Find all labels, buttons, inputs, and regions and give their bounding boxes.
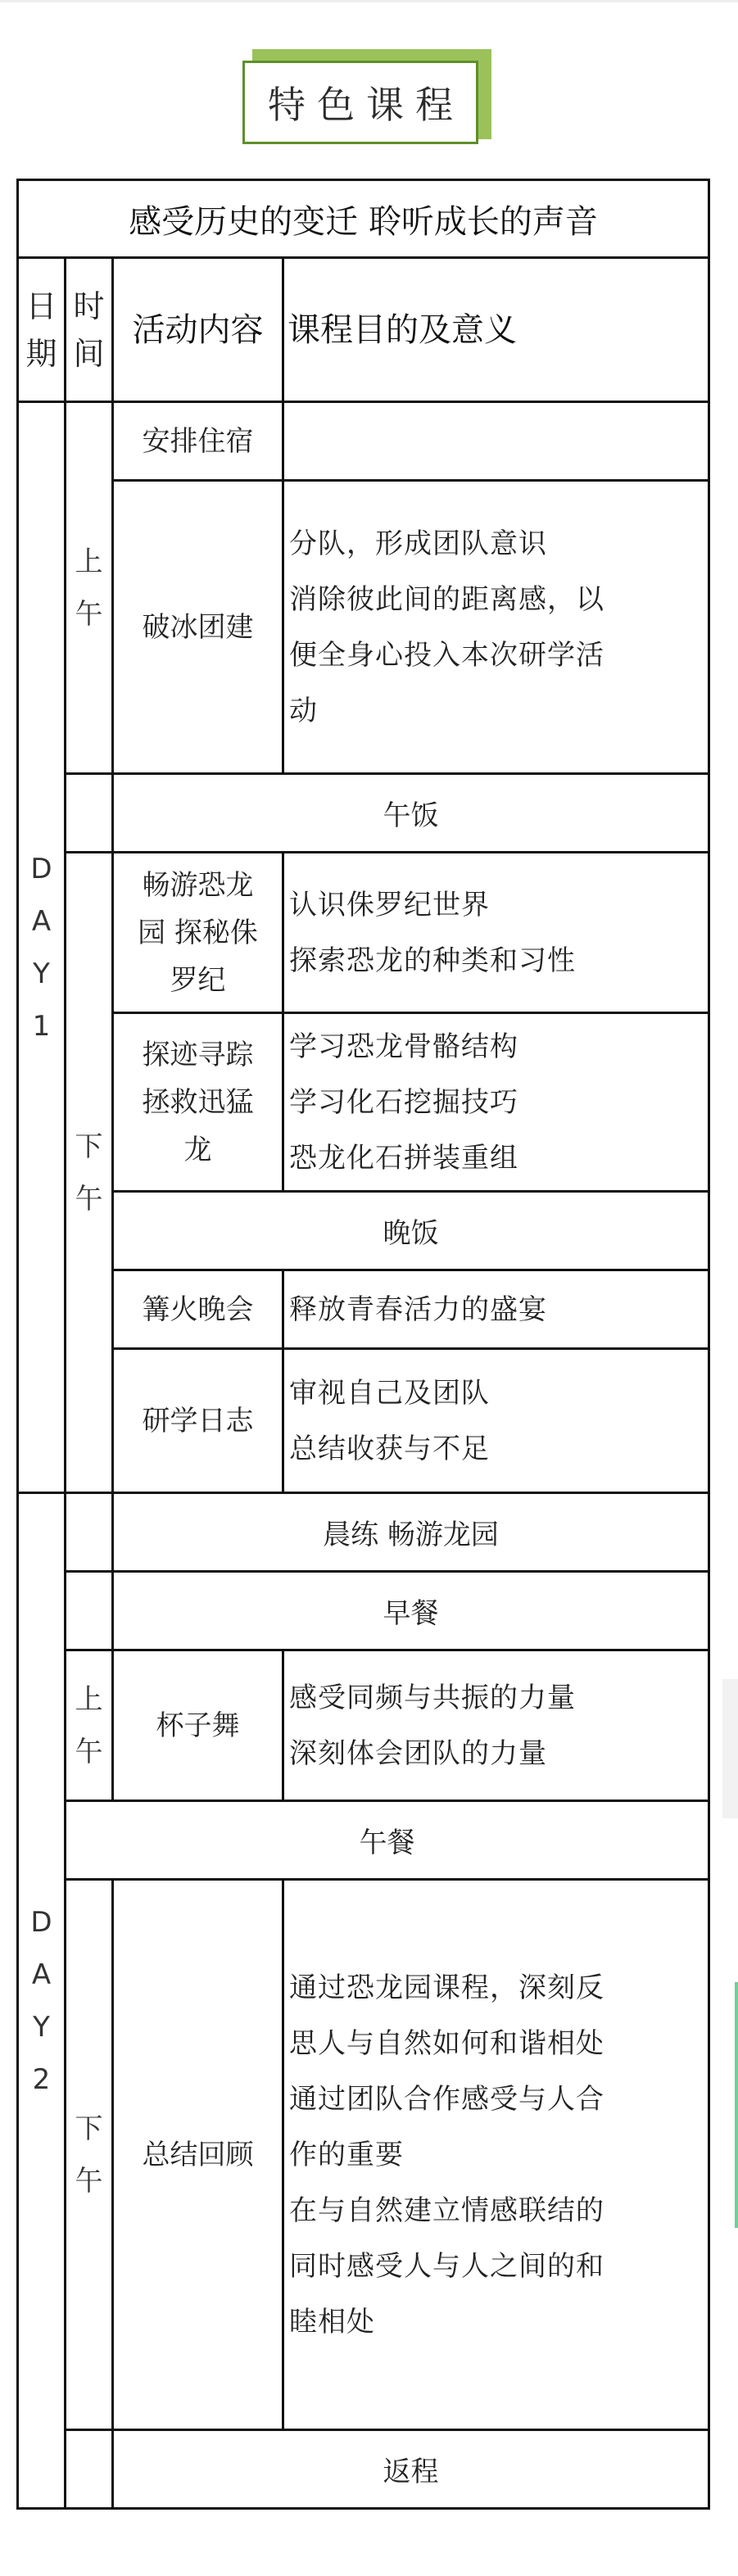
empty-time-cell [66, 2430, 113, 2509]
purpose-line: 认识侏罗纪世界 [289, 888, 490, 921]
feature-course-badge [242, 49, 496, 147]
day2-afternoon-label [66, 1880, 113, 2430]
activity-cell: 安排住宿 [113, 402, 283, 481]
top-divider [0, 0, 738, 2]
return-trip: 返程 [113, 2430, 709, 2509]
purpose-line: 便全身心投入本次研学活 [289, 638, 604, 672]
purpose-cell [283, 1880, 709, 2430]
purpose-line: 作的重要 [289, 2138, 404, 2171]
activity-cell: 杯子舞 [113, 1650, 283, 1801]
purpose-cell [283, 1650, 709, 1801]
label-char: 期 [25, 335, 57, 372]
day1-morning-label [66, 402, 113, 774]
meal-breakfast: 早餐 [113, 1572, 709, 1650]
label-char: A [31, 1958, 52, 1991]
table-title: 感受历史的变迁 聆听成长的声音 [18, 180, 709, 258]
label-char: Y [33, 957, 50, 990]
activity-cell: 总结回顾 [113, 1880, 283, 2430]
activity-cell [113, 1013, 283, 1192]
purpose-line: 思人与自然如何和谐相处 [289, 2026, 604, 2060]
purpose-cell [283, 402, 709, 481]
label-char: 间 [73, 335, 105, 372]
activity-line: 罗纪 [170, 963, 226, 997]
empty-time-cell [66, 1493, 113, 1572]
day2-morning-label [66, 1650, 113, 1801]
label-char: D [30, 1905, 52, 1939]
activity-line: 龙 [183, 1133, 212, 1166]
purpose-line: 探索恐龙的种类和习性 [289, 944, 576, 977]
purpose-line: 通过团队合作感受与人合 [289, 2082, 604, 2116]
purpose-line: 消除彼此间的距离感，以 [289, 582, 604, 616]
label-char: 1 [32, 1009, 51, 1043]
purpose-line: 睦相处 [289, 2305, 375, 2338]
label-char: 午 [75, 597, 103, 631]
day1-afternoon-label [66, 853, 113, 1493]
label-char: 下 [75, 2112, 103, 2145]
purpose-line: 恐龙化石拼装重组 [289, 1141, 518, 1175]
header-date [18, 258, 66, 402]
label-char: 午 [75, 2164, 103, 2198]
activity-cell: 研学日志 [113, 1349, 283, 1493]
label-char: 日 [25, 287, 57, 324]
side-accent [735, 1982, 738, 2228]
morning-exercise: 晨练 畅游龙园 [113, 1493, 709, 1572]
purpose-line: 同时感受人与人之间的和 [289, 2249, 604, 2283]
purpose-line: 感受同频与共振的力量 [289, 1681, 576, 1714]
activity-line: 园 探秘侏 [138, 916, 258, 949]
purpose-line: 释放青春活力的盛宴 [289, 1293, 547, 1326]
activity-line: 探迹寻踪 [142, 1038, 254, 1071]
purpose-line: 深刻体会团队的力量 [289, 1736, 547, 1770]
label-char: 午 [75, 1182, 103, 1216]
side-scroll-hint [722, 1679, 738, 1818]
schedule-table [16, 179, 710, 2510]
meal-lunch-day2: 午餐 [66, 1801, 709, 1880]
purpose-cell [283, 853, 709, 1013]
label-char: 上 [75, 545, 103, 578]
purpose-line: 总结收获与不足 [289, 1432, 490, 1465]
header-time [66, 258, 113, 402]
purpose-line: 学习恐龙骨骼结构 [289, 1030, 518, 1063]
empty-time-cell [66, 774, 113, 853]
purpose-line: 分队，形成团队意识 [289, 527, 547, 560]
activity-line: 拯救迅猛 [142, 1085, 254, 1119]
purpose-line: 审视自己及团队 [289, 1376, 490, 1410]
label-char: 2 [32, 2062, 51, 2096]
day1-label [18, 402, 66, 1493]
activity-line: 畅游恐龙 [142, 868, 254, 902]
purpose-line: 通过恐龙园课程，深刻反 [289, 1971, 604, 2004]
header-purpose: 课程目的及意义 [283, 258, 709, 402]
activity-cell [113, 853, 283, 1013]
purpose-line: 动 [289, 694, 318, 727]
label-char: 时 [73, 287, 105, 324]
label-char: 上 [75, 1682, 103, 1716]
label-char: A [31, 904, 52, 938]
header-activity: 活动内容 [113, 258, 283, 402]
purpose-cell [283, 481, 709, 774]
purpose-line: 在与自然建立情感联结的 [289, 2193, 604, 2227]
label-char: 午 [75, 1735, 103, 1768]
label-char: 下 [75, 1130, 103, 1163]
purpose-line: 学习化石挖掘技巧 [289, 1085, 518, 1119]
badge-label: 特色课程 [242, 61, 478, 144]
label-char: Y [33, 2010, 50, 2044]
meal-dinner: 晚饭 [113, 1192, 709, 1270]
empty-time-cell [66, 1572, 113, 1650]
purpose-cell [283, 1270, 709, 1349]
purpose-cell [283, 1013, 709, 1192]
day2-label [18, 1493, 66, 2509]
meal-lunch: 午饭 [113, 774, 709, 853]
activity-cell: 破冰团建 [113, 481, 283, 774]
activity-cell: 篝火晚会 [113, 1270, 283, 1349]
label-char: D [30, 852, 52, 885]
purpose-cell [283, 1349, 709, 1493]
